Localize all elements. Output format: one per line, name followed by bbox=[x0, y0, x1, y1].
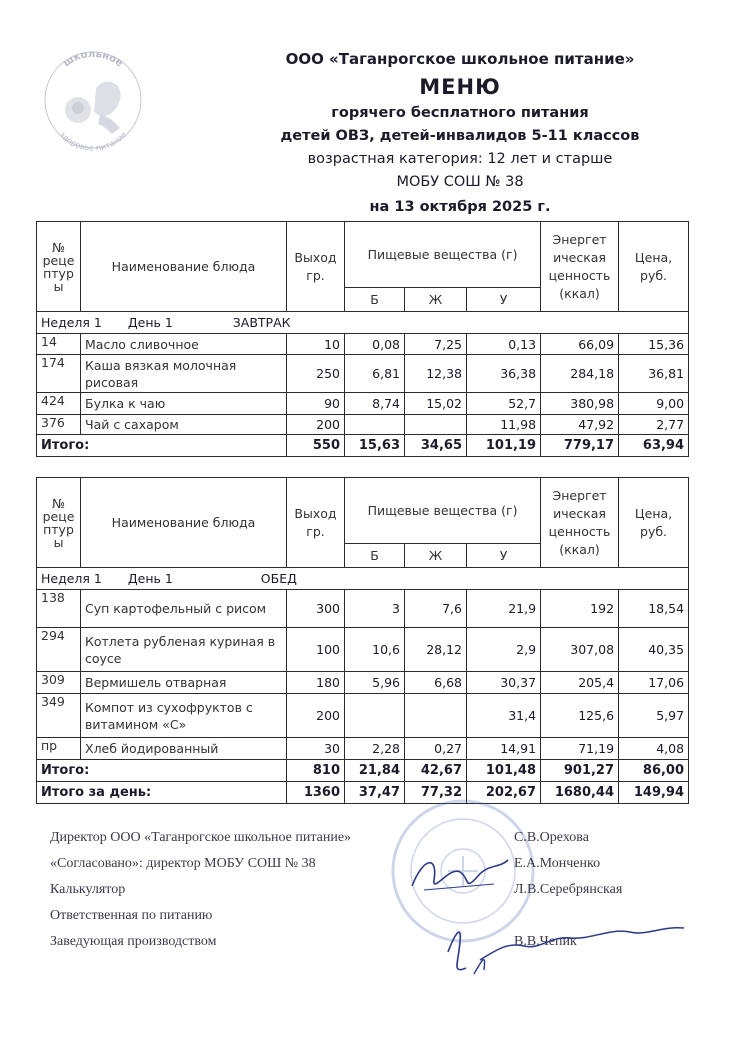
protein-value: 3 bbox=[345, 590, 405, 628]
total-energy: 779,17 bbox=[541, 435, 619, 457]
carbs-value: 11,98 bbox=[467, 415, 541, 435]
carbs-value: 2,9 bbox=[467, 628, 541, 672]
col-fat: Ж bbox=[405, 544, 467, 568]
recipe-code: 349 bbox=[37, 694, 81, 738]
carbs-value: 52,7 bbox=[467, 393, 541, 415]
price-value: 15,36 bbox=[619, 334, 689, 355]
table-row bbox=[37, 672, 689, 694]
protein-value: 0,08 bbox=[345, 334, 405, 355]
yield-value: 100 bbox=[287, 628, 345, 672]
protein-value: 10,6 bbox=[345, 628, 405, 672]
signer-role: «Согласовано»: директор МОБУ СОШ № 38 bbox=[50, 856, 316, 871]
table-row bbox=[37, 415, 689, 435]
carbs-value: 14,91 bbox=[467, 738, 541, 760]
recipe-code: 138 bbox=[37, 590, 81, 628]
signature-scribble-director bbox=[404, 846, 514, 906]
total-price: 63,94 bbox=[619, 435, 689, 457]
price-value: 2,77 bbox=[619, 415, 689, 435]
col-price: Цена, руб. bbox=[619, 222, 689, 312]
total-yield: 810 bbox=[287, 760, 345, 782]
signer-name: В.В.Чепик bbox=[514, 934, 577, 949]
price-value: 17,06 bbox=[619, 672, 689, 694]
fat-value: 6,68 bbox=[405, 672, 467, 694]
signer-role: Ответственная по питанию bbox=[50, 908, 213, 923]
total-yield: 550 bbox=[287, 435, 345, 457]
yield-value: 300 bbox=[287, 590, 345, 628]
signer-role: Калькулятор bbox=[50, 882, 126, 897]
col-carbs: У bbox=[467, 544, 541, 568]
energy-value: 205,4 bbox=[541, 672, 619, 694]
table-row bbox=[37, 738, 689, 760]
yield-value: 10 bbox=[287, 334, 345, 355]
col-energy: Энергет ическая ценность (ккал) bbox=[541, 222, 619, 312]
recipe-code: 309 bbox=[37, 672, 81, 694]
col-protein: Б bbox=[345, 288, 405, 312]
col-carbs: У bbox=[467, 288, 541, 312]
signer-name: Л.В.Серебрянская bbox=[514, 882, 623, 897]
price-value: 9,00 bbox=[619, 393, 689, 415]
signer-name: Е.А.Монченко bbox=[514, 856, 601, 871]
price-value: 40,35 bbox=[619, 628, 689, 672]
table-row bbox=[37, 393, 689, 415]
energy-value: 192 bbox=[541, 590, 619, 628]
dish-name: Хлеб йодированный bbox=[81, 738, 287, 760]
dish-name: Масло сливочное bbox=[81, 334, 287, 355]
menu-subtitle-2: детей ОВЗ, детей-инвалидов 5-11 классов bbox=[280, 128, 640, 144]
total-protein: 21,84 bbox=[345, 760, 405, 782]
yield-value: 180 bbox=[287, 672, 345, 694]
yield-value: 200 bbox=[287, 694, 345, 738]
fat-value bbox=[405, 415, 467, 435]
week-label: Неделя 1 bbox=[41, 571, 102, 586]
logo-text-top: школьное bbox=[61, 48, 125, 70]
dish-name: Чай с сахаром bbox=[81, 415, 287, 435]
col-recipe-number: № реце птур ы bbox=[37, 478, 81, 568]
energy-value: 380,98 bbox=[541, 393, 619, 415]
signer-name: С.В.Орехова bbox=[514, 830, 589, 845]
day-total-energy: 1680,44 bbox=[541, 782, 619, 804]
total-carbs: 101,19 bbox=[467, 435, 541, 457]
recipe-code: пр bbox=[37, 738, 81, 760]
price-value: 36,81 bbox=[619, 355, 689, 393]
signer-role: Заведующая производством bbox=[50, 934, 217, 949]
protein-value: 2,28 bbox=[345, 738, 405, 760]
svg-text:школьное bbox=[62, 49, 125, 70]
dish-name: Вермишель отварная bbox=[81, 672, 287, 694]
day-total-protein: 37,47 bbox=[345, 782, 405, 804]
fat-value: 15,02 bbox=[405, 393, 467, 415]
menu-title: МЕНЮ bbox=[419, 75, 501, 99]
total-protein: 15,63 bbox=[345, 435, 405, 457]
protein-value bbox=[345, 694, 405, 738]
fat-value: 7,25 bbox=[405, 334, 467, 355]
carbs-value: 36,38 bbox=[467, 355, 541, 393]
day-label: День 1 bbox=[127, 315, 173, 330]
svg-text:здоровое питание bbox=[58, 130, 129, 153]
logo-text-bottom: здоровое питание bbox=[57, 130, 129, 153]
yield-value: 250 bbox=[287, 355, 345, 393]
signature-scribble-responsible bbox=[440, 912, 690, 982]
signer-role: Директор ООО «Таганрогское школьное питание» bbox=[50, 830, 352, 845]
price-value: 18,54 bbox=[619, 590, 689, 628]
energy-value: 71,19 bbox=[541, 738, 619, 760]
col-nutrients: Пищевые вещества (г) bbox=[345, 478, 541, 544]
dish-name: Суп картофельный с рисом bbox=[81, 590, 287, 628]
col-yield: Выход гр. bbox=[287, 222, 345, 312]
recipe-code: 376 bbox=[37, 415, 81, 435]
dish-name: Котлета рубленая куриная в соусе bbox=[81, 628, 287, 672]
total-row bbox=[37, 435, 689, 457]
col-yield: Выход гр. bbox=[287, 478, 345, 568]
school-nutrition-logo bbox=[38, 38, 148, 160]
energy-value: 47,92 bbox=[541, 415, 619, 435]
total-carbs: 101,48 bbox=[467, 760, 541, 782]
section-row bbox=[37, 312, 689, 334]
price-value: 5,97 bbox=[619, 694, 689, 738]
col-protein: Б bbox=[345, 544, 405, 568]
day-total-fat: 77,32 bbox=[405, 782, 467, 804]
col-recipe-number: № реце птур ы bbox=[37, 222, 81, 312]
day-total-yield: 1360 bbox=[287, 782, 345, 804]
school-name: МОБУ СОШ № 38 bbox=[396, 174, 524, 190]
yield-value: 90 bbox=[287, 393, 345, 415]
meal-label: ОБЕД bbox=[260, 571, 297, 586]
dish-name: Каша вязкая молочная рисовая bbox=[81, 355, 287, 393]
dish-name: Булка к чаю bbox=[81, 393, 287, 415]
col-dish-name: Наименование блюда bbox=[81, 222, 287, 312]
col-price: Цена, руб. bbox=[619, 478, 689, 568]
total-fat: 34,65 bbox=[405, 435, 467, 457]
energy-value: 284,18 bbox=[541, 355, 619, 393]
table-row bbox=[37, 355, 689, 393]
carbs-value: 31,4 bbox=[467, 694, 541, 738]
table-row bbox=[37, 590, 689, 628]
carbs-value: 21,9 bbox=[467, 590, 541, 628]
lunch-table bbox=[36, 477, 689, 804]
total-label: Итого: bbox=[37, 760, 287, 782]
fat-value: 7,6 bbox=[405, 590, 467, 628]
signature-row bbox=[50, 882, 690, 908]
total-price: 86,00 bbox=[619, 760, 689, 782]
protein-value: 8,74 bbox=[345, 393, 405, 415]
breakfast-table bbox=[36, 221, 689, 457]
carbs-value: 30,37 bbox=[467, 672, 541, 694]
protein-value: 5,96 bbox=[345, 672, 405, 694]
recipe-code: 14 bbox=[37, 334, 81, 355]
day-label: День 1 bbox=[127, 571, 173, 586]
col-energy: Энергет ическая ценность (ккал) bbox=[541, 478, 619, 568]
fat-value: 0,27 bbox=[405, 738, 467, 760]
table-row bbox=[37, 334, 689, 355]
total-row bbox=[37, 760, 689, 782]
protein-value: 6,81 bbox=[345, 355, 405, 393]
dish-name: Компот из сухофруктов с витамином «С» bbox=[81, 694, 287, 738]
week-label: Неделя 1 bbox=[41, 315, 102, 330]
energy-value: 66,09 bbox=[541, 334, 619, 355]
fat-value: 12,38 bbox=[405, 355, 467, 393]
meal-label: ЗАВТРАК bbox=[232, 315, 291, 330]
fat-value: 28,12 bbox=[405, 628, 467, 672]
carbs-value: 0,13 bbox=[467, 334, 541, 355]
day-total-label: Итого за день: bbox=[37, 782, 287, 804]
recipe-code: 174 bbox=[37, 355, 81, 393]
protein-value bbox=[345, 415, 405, 435]
yield-value: 30 bbox=[287, 738, 345, 760]
section-row bbox=[37, 568, 689, 590]
age-category: возрастная категория: 12 лет и старше bbox=[307, 151, 613, 167]
total-fat: 42,67 bbox=[405, 760, 467, 782]
day-total-carbs: 202,67 bbox=[467, 782, 541, 804]
signature-row bbox=[50, 856, 690, 882]
yield-value: 200 bbox=[287, 415, 345, 435]
day-total-price: 149,94 bbox=[619, 782, 689, 804]
total-label: Итого: bbox=[37, 435, 287, 457]
col-dish-name: Наименование блюда bbox=[81, 478, 287, 568]
signature-row bbox=[50, 830, 690, 856]
recipe-code: 294 bbox=[37, 628, 81, 672]
menu-subtitle-1: горячего бесплатного питания bbox=[331, 105, 589, 121]
menu-header bbox=[180, 46, 740, 219]
energy-value: 307,08 bbox=[541, 628, 619, 672]
col-nutrients: Пищевые вещества (г) bbox=[345, 222, 541, 288]
menu-date: на 13 октября 2025 г. bbox=[369, 199, 551, 215]
day-total-row bbox=[37, 782, 689, 804]
energy-value: 125,6 bbox=[541, 694, 619, 738]
price-value: 4,08 bbox=[619, 738, 689, 760]
total-energy: 901,27 bbox=[541, 760, 619, 782]
table-row bbox=[37, 694, 689, 738]
company-name: ООО «Таганрогское школьное питание» bbox=[285, 50, 635, 68]
col-fat: Ж bbox=[405, 288, 467, 312]
fat-value bbox=[405, 694, 467, 738]
recipe-code: 424 bbox=[37, 393, 81, 415]
table-row bbox=[37, 628, 689, 672]
